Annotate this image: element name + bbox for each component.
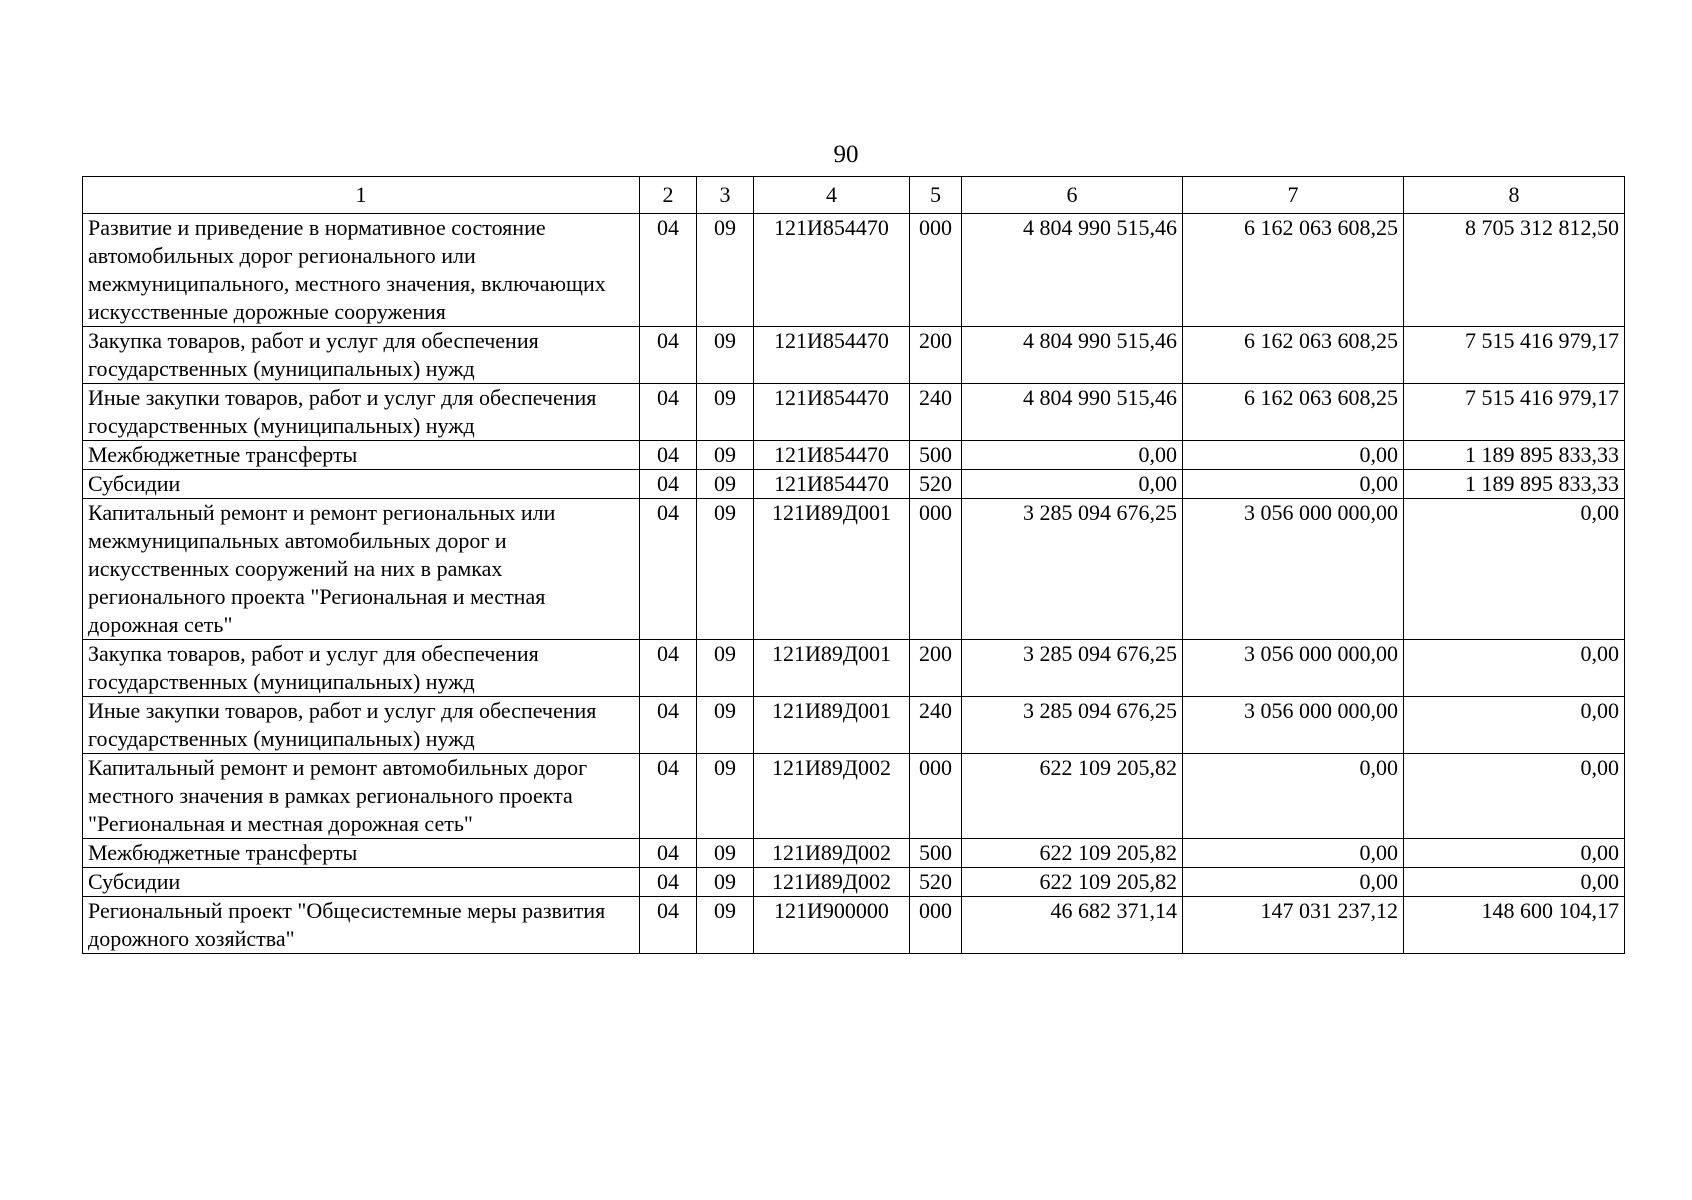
row-name-cell: Иные закупки товаров, работ и услуг для обеспечения государственных (муниципальных) нужд <box>83 384 640 441</box>
section-cell: 04 <box>640 470 697 499</box>
table-row <box>83 839 1625 868</box>
target-article-cell: 121И89Д002 <box>754 839 910 868</box>
table-body <box>83 214 1625 954</box>
expense-type-cell: 520 <box>910 868 962 897</box>
section-cell: 04 <box>640 754 697 839</box>
budget-table <box>82 176 1625 954</box>
target-article-cell: 121И89Д001 <box>754 499 910 640</box>
amount-col8-cell: 8 705 312 812,50 <box>1404 214 1625 327</box>
expense-type-cell: 520 <box>910 470 962 499</box>
expense-type-cell: 000 <box>910 897 962 954</box>
amount-col8-cell: 0,00 <box>1404 839 1625 868</box>
target-article-cell: 121И900000 <box>754 897 910 954</box>
header-cell-2: 2 <box>640 177 697 214</box>
amount-col6-cell: 4 804 990 515,46 <box>962 214 1183 327</box>
target-article-cell: 121И854470 <box>754 384 910 441</box>
page-number: 90 <box>833 141 859 168</box>
header-cell-6: 6 <box>962 177 1183 214</box>
row-name-cell: Межбюджетные трансферты <box>83 441 640 470</box>
header-cell-4: 4 <box>754 177 910 214</box>
row-name-cell: Региональный проект "Общесистемные меры развития дорожного хозяйства" <box>83 897 640 954</box>
subsection-cell: 09 <box>697 697 754 754</box>
header-cell-1: 1 <box>83 177 640 214</box>
row-name-cell: Капитальный ремонт и ремонт региональных или межмуниципальных автомобильных дорог и искусственных сооружений на них в рамках регионального проекта "Региональная и местная дорожная сеть" <box>83 499 640 640</box>
expense-type-cell: 000 <box>910 499 962 640</box>
amount-col8-cell: 1 189 895 833,33 <box>1404 441 1625 470</box>
amount-col8-cell: 148 600 104,17 <box>1404 897 1625 954</box>
header-cell-5: 5 <box>910 177 962 214</box>
table-row <box>83 754 1625 839</box>
section-cell: 04 <box>640 499 697 640</box>
subsection-cell: 09 <box>697 499 754 640</box>
target-article-cell: 121И89Д002 <box>754 868 910 897</box>
section-cell: 04 <box>640 640 697 697</box>
expense-type-cell: 200 <box>910 327 962 384</box>
section-cell: 04 <box>640 214 697 327</box>
amount-col7-cell: 3 056 000 000,00 <box>1183 499 1404 640</box>
target-article-cell: 121И854470 <box>754 327 910 384</box>
expense-type-cell: 200 <box>910 640 962 697</box>
amount-col6-cell: 0,00 <box>962 470 1183 499</box>
amount-col8-cell: 0,00 <box>1404 640 1625 697</box>
amount-col6-cell: 0,00 <box>962 441 1183 470</box>
section-cell: 04 <box>640 384 697 441</box>
subsection-cell: 09 <box>697 327 754 384</box>
row-name-cell: Капитальный ремонт и ремонт автомобильных дорог местного значения в рамках регионального проекта "Региональная и местная дорожная сеть" <box>83 754 640 839</box>
amount-col6-cell: 3 285 094 676,25 <box>962 640 1183 697</box>
amount-col7-cell: 147 031 237,12 <box>1183 897 1404 954</box>
amount-col6-cell: 3 285 094 676,25 <box>962 697 1183 754</box>
section-cell: 04 <box>640 697 697 754</box>
amount-col6-cell: 46 682 371,14 <box>962 897 1183 954</box>
amount-col8-cell: 7 515 416 979,17 <box>1404 327 1625 384</box>
expense-type-cell: 240 <box>910 697 962 754</box>
subsection-cell: 09 <box>697 384 754 441</box>
amount-col8-cell: 0,00 <box>1404 697 1625 754</box>
amount-col6-cell: 622 109 205,82 <box>962 868 1183 897</box>
table-row <box>83 327 1625 384</box>
header-row <box>83 177 1625 214</box>
target-article-cell: 121И854470 <box>754 441 910 470</box>
amount-col7-cell: 0,00 <box>1183 754 1404 839</box>
section-cell: 04 <box>640 868 697 897</box>
target-article-cell: 121И89Д002 <box>754 754 910 839</box>
amount-col8-cell: 7 515 416 979,17 <box>1404 384 1625 441</box>
table-row <box>83 470 1625 499</box>
table-row <box>83 441 1625 470</box>
subsection-cell: 09 <box>697 839 754 868</box>
amount-col6-cell: 622 109 205,82 <box>962 839 1183 868</box>
table-row <box>83 499 1625 640</box>
header-cell-8: 8 <box>1404 177 1625 214</box>
expense-type-cell: 000 <box>910 214 962 327</box>
amount-col7-cell: 6 162 063 608,25 <box>1183 214 1404 327</box>
row-name-cell: Развитие и приведение в нормативное состояние автомобильных дорог регионального или межмуниципального, местного значения, включающих искусственные дорожные сооружения <box>83 214 640 327</box>
expense-type-cell: 000 <box>910 754 962 839</box>
amount-col7-cell: 6 162 063 608,25 <box>1183 384 1404 441</box>
expense-type-cell: 240 <box>910 384 962 441</box>
target-article-cell: 121И89Д001 <box>754 697 910 754</box>
amount-col7-cell: 3 056 000 000,00 <box>1183 697 1404 754</box>
row-name-cell: Иные закупки товаров, работ и услуг для обеспечения государственных (муниципальных) нужд <box>83 697 640 754</box>
subsection-cell: 09 <box>697 754 754 839</box>
amount-col8-cell: 1 189 895 833,33 <box>1404 470 1625 499</box>
section-cell: 04 <box>640 327 697 384</box>
table-row <box>83 868 1625 897</box>
amount-col6-cell: 4 804 990 515,46 <box>962 384 1183 441</box>
header-cell-3: 3 <box>697 177 754 214</box>
amount-col7-cell: 3 056 000 000,00 <box>1183 640 1404 697</box>
header-cell-7: 7 <box>1183 177 1404 214</box>
table-row <box>83 697 1625 754</box>
row-name-cell: Закупка товаров, работ и услуг для обеспечения государственных (муниципальных) нужд <box>83 327 640 384</box>
table-row <box>83 897 1625 954</box>
expense-type-cell: 500 <box>910 441 962 470</box>
subsection-cell: 09 <box>697 640 754 697</box>
amount-col7-cell: 6 162 063 608,25 <box>1183 327 1404 384</box>
amount-col6-cell: 622 109 205,82 <box>962 754 1183 839</box>
subsection-cell: 09 <box>697 441 754 470</box>
table-row <box>83 214 1625 327</box>
row-name-cell: Субсидии <box>83 868 640 897</box>
row-name-cell: Межбюджетные трансферты <box>83 839 640 868</box>
amount-col7-cell: 0,00 <box>1183 470 1404 499</box>
amount-col6-cell: 3 285 094 676,25 <box>962 499 1183 640</box>
amount-col6-cell: 4 804 990 515,46 <box>962 327 1183 384</box>
target-article-cell: 121И854470 <box>754 214 910 327</box>
target-article-cell: 121И854470 <box>754 470 910 499</box>
subsection-cell: 09 <box>697 897 754 954</box>
expense-type-cell: 500 <box>910 839 962 868</box>
subsection-cell: 09 <box>697 470 754 499</box>
section-cell: 04 <box>640 839 697 868</box>
subsection-cell: 09 <box>697 214 754 327</box>
amount-col7-cell: 0,00 <box>1183 868 1404 897</box>
amount-col8-cell: 0,00 <box>1404 754 1625 839</box>
section-cell: 04 <box>640 441 697 470</box>
amount-col7-cell: 0,00 <box>1183 441 1404 470</box>
amount-col8-cell: 0,00 <box>1404 868 1625 897</box>
row-name-cell: Закупка товаров, работ и услуг для обеспечения государственных (муниципальных) нужд <box>83 640 640 697</box>
amount-col7-cell: 0,00 <box>1183 839 1404 868</box>
section-cell: 04 <box>640 897 697 954</box>
target-article-cell: 121И89Д001 <box>754 640 910 697</box>
table-row <box>83 384 1625 441</box>
subsection-cell: 09 <box>697 868 754 897</box>
amount-col8-cell: 0,00 <box>1404 499 1625 640</box>
row-name-cell: Субсидии <box>83 470 640 499</box>
table-row <box>83 640 1625 697</box>
